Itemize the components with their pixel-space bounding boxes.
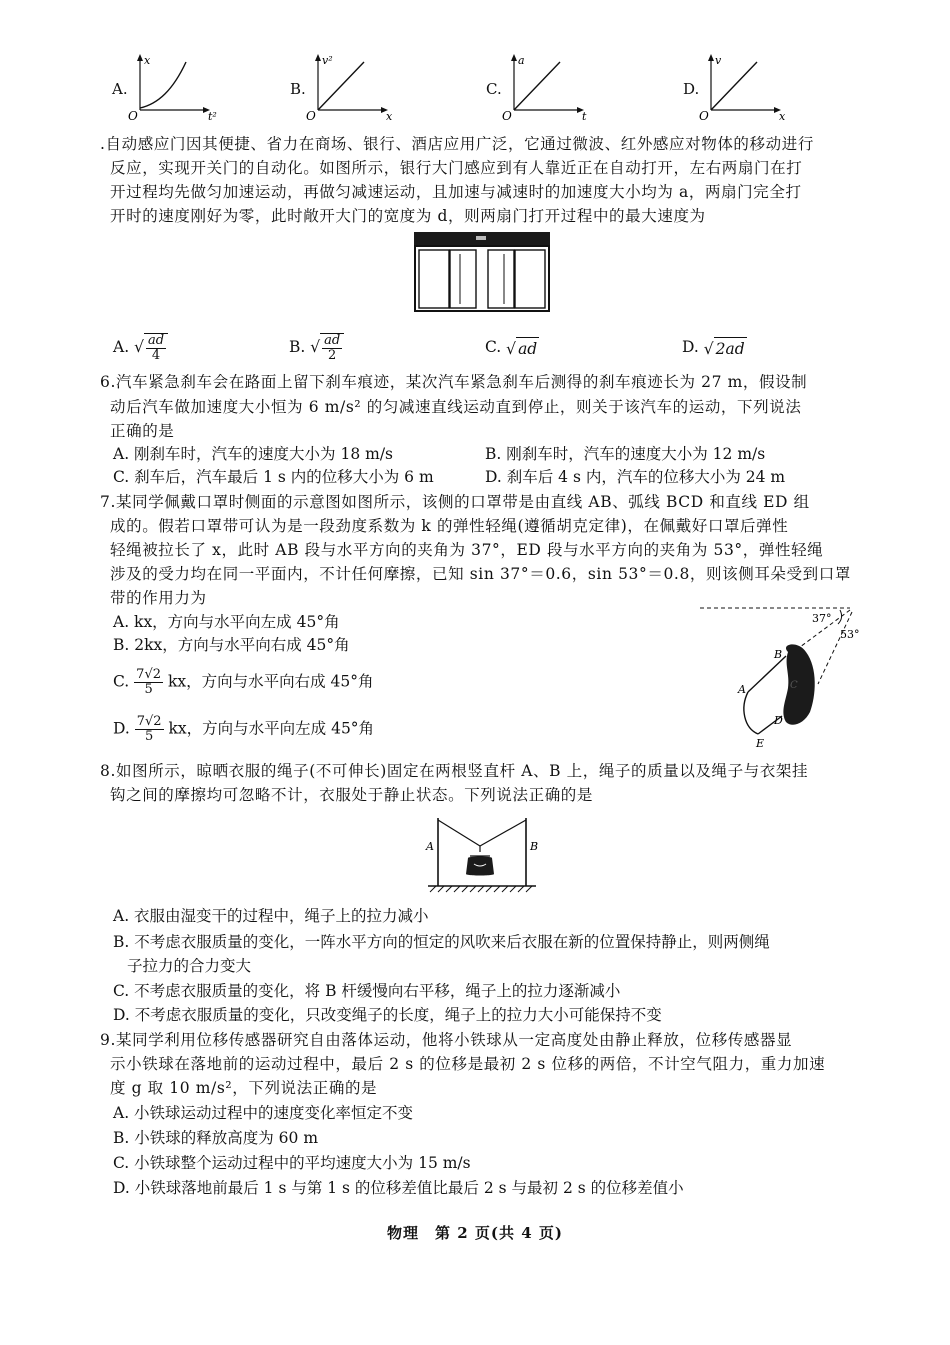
q7-line-3: 轻绳被拉长了 x，此时 AB 段与水平方向的夹角为 37°，ED 段与水平方向的夹角为 53°，弹性轻绳 — [110, 541, 824, 559]
graph-a-label: A. — [112, 80, 128, 98]
graph-b — [306, 52, 406, 122]
q5-option-c: C. √ ad — [485, 338, 538, 358]
point-e-label: E — [756, 737, 765, 750]
q5-line-4: 开时的速度刚好为零，此时敞开大门的宽度为 d，则两扇门打开过程中的最大速度为 — [110, 207, 706, 225]
q6-line-3: 正确的是 — [110, 422, 175, 440]
page-footer: 物理 第 2 页(共 4 页) — [387, 1224, 563, 1242]
graph-a-xaxis: t² — [208, 110, 217, 122]
q8-option-a: A. 衣服由湿变干的过程中，绳子上的拉力减小 — [113, 907, 429, 925]
point-b-label: B — [774, 648, 783, 661]
pole-b-label: B — [530, 840, 539, 853]
clothesline-figure — [424, 812, 544, 898]
q7-option-d: D. $\frac{7√2}{5}$ kx，方向与水平向左成 45°角 — [113, 714, 375, 744]
graph-b-label: B. — [290, 80, 306, 98]
q9-line-3: 度 g 取 10 m/s²，下列说法正确的是 — [110, 1079, 378, 1097]
graph-b-origin: O — [306, 109, 316, 122]
q5-line-2: 反应，实现开关门的自动化。如图所示，银行大门感应到有人靠近正在自动打开，左右两扇门在打 — [110, 159, 803, 177]
mask-ear-figure — [700, 604, 870, 752]
q6-line-1: 6.汽车紧急刹车会在路面上留下刹车痕迹，某次汽车紧急刹车后测得的刹车痕迹长为 27 m，假设制 — [100, 373, 808, 391]
q8-line-1: 8.如图所示，晾晒衣服的绳子(不可伸长)固定在两根竖直杆 A、B 上，绳子的质量以及绳子与衣架挂 — [100, 762, 809, 780]
q7-option-a: A. kx，方向与水平向左成 45°角 — [113, 613, 340, 631]
graph-d — [699, 52, 799, 122]
graph-b-yaxis: v² — [322, 54, 333, 67]
q7-line-1: 7.某同学佩戴口罩时侧面的示意图如图所示，该侧的口罩带是由直线 AB、弧线 BCD 和直线 ED 组 — [100, 493, 810, 511]
q6-option-b: B. 刚刹车时，汽车的速度大小为 12 m/s — [485, 445, 766, 463]
q5-line-1: .自动感应门因其便捷、省力在商场、银行、酒店应用广泛，它通过微波、红外感应对物体的移动进行 — [100, 135, 814, 153]
q5-option-a: A. √ $\frac{ad}{4}$ — [113, 333, 168, 363]
graph-d-line — [711, 62, 757, 110]
graph-d-yaxis: v — [715, 54, 722, 67]
graph-a-curve — [140, 62, 186, 108]
graph-c-line — [514, 62, 560, 110]
q5-option-b: B. √ $\frac{ad}{2}$ — [289, 333, 344, 363]
graph-a — [128, 52, 228, 122]
point-c-label: C — [790, 680, 798, 691]
point-a-label: A — [738, 683, 746, 696]
graph-a-origin: O — [128, 109, 138, 122]
q7-line-4: 涉及的受力均在同一平面内，不计任何摩擦，已知 sin 37°＝0.6，sin 53°＝0.8，则该侧耳朵受到口罩 — [110, 565, 851, 583]
q9-option-b: B. 小铁球的释放高度为 60 m — [113, 1129, 319, 1147]
graph-d-label: D. — [683, 80, 700, 98]
graph-c-xaxis: t — [582, 110, 587, 122]
angle-37-label: 37° — [812, 612, 832, 625]
q9-line-1: 9.某同学利用位移传感器研究自由落体运动，他将小铁球从一定高度处由静止释放，位移传感器显 — [100, 1031, 793, 1049]
q6-option-c: C. 刹车后，汽车最后 1 s 内的位移大小为 6 m — [113, 468, 434, 486]
angle-53-label: 53° — [840, 628, 860, 641]
q6-option-d: D. 刹车后 4 s 内，汽车的位移大小为 24 m — [485, 468, 786, 486]
q8-option-b: B. 不考虑衣服质量的变化，一阵水平方向的恒定的风吹来后衣服在新的位置保持静止，则两侧绳 — [113, 933, 770, 951]
q9-option-a: A. 小铁球运动过程中的速度变化率恒定不变 — [113, 1104, 414, 1122]
graph-d-xaxis: x — [779, 110, 786, 122]
q8-option-b-cont: 子拉力的合力变大 — [127, 957, 252, 975]
q7-line-5: 带的作用力为 — [110, 589, 207, 607]
q7-option-b: B. 2kx，方向与水平向右成 45°角 — [113, 636, 350, 654]
q7-option-c: C. $\frac{7√2}{5}$ kx，方向与水平向右成 45°角 — [113, 667, 374, 697]
auto-door-figure — [414, 232, 550, 312]
q8-option-c: C. 不考虑衣服质量的变化，将 B 杆缓慢向右平移，绳子上的拉力逐渐减小 — [113, 982, 621, 1000]
q8-line-2: 钩之间的摩擦均可忽略不计，衣服处于静止状态。下列说法正确的是 — [110, 786, 594, 804]
graph-c-yaxis: a — [518, 54, 525, 67]
graph-c-label: C. — [486, 80, 502, 98]
graph-c-origin: O — [502, 109, 512, 122]
q9-option-d: D. 小铁球落地前最后 1 s 与第 1 s 的位移差值比最后 2 s 与最初 2 s 的位移差值小 — [113, 1179, 684, 1197]
q5-line-3: 开过程均先做匀加速运动，再做匀减速运动，且加速与减速时的加速度大小均为 a，两扇门完全打 — [110, 183, 802, 201]
q6-option-a: A. 刚刹车时，汽车的速度大小为 18 m/s — [113, 445, 393, 463]
graph-b-xaxis: x — [386, 110, 393, 122]
q9-line-2: 示小铁球在落地前的运动过程中，最后 2 s 的位移是最初 2 s 位移的两倍，不计空气阻力，重力加速 — [110, 1055, 826, 1073]
pole-a-label: A — [426, 840, 434, 853]
q9-option-c: C. 小铁球整个运动过程中的平均速度大小为 15 m/s — [113, 1154, 471, 1172]
q8-option-d: D. 不考虑衣服质量的变化，只改变绳子的长度，绳子上的拉力大小可能保持不变 — [113, 1006, 662, 1024]
graph-a-yaxis: x — [144, 54, 151, 67]
graph-d-origin: O — [699, 109, 709, 122]
q6-line-2: 动后汽车做加速度大小恒为 6 m/s² 的匀减速直线运动直到停止，则关于该汽车的运动，下列说法 — [110, 398, 802, 416]
ear-icon — [783, 644, 814, 724]
q5-option-d: D. √ 2ad — [682, 338, 745, 358]
point-d-label: D — [774, 714, 783, 727]
q7-line-2: 成的。假若口罩带可认为是一段劲度系数为 k 的弹性轻绳(遵循胡克定律)，在佩戴好口罩后弹性 — [110, 517, 789, 535]
graph-b-line — [318, 62, 364, 110]
graph-c — [502, 52, 602, 122]
